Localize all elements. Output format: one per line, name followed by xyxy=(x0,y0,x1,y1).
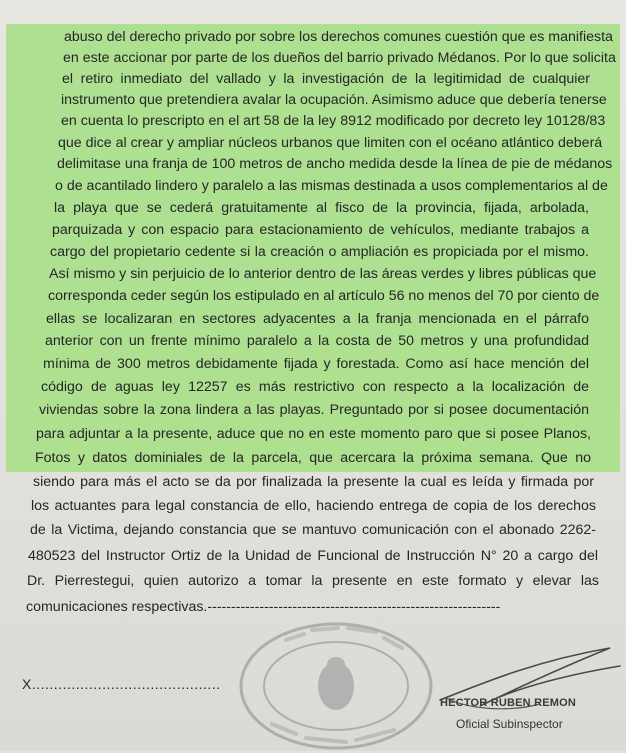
text-line: para adjuntar a la presente, aduce que no en este momento paro que si posee Planos, xyxy=(36,426,591,442)
text-line: mínima de 300 metros debidamente fijada y forestada. Como así hace mención del xyxy=(43,356,589,372)
text-line: de la Victima, dejando constancia que se mantuvo comunicación con el abonado 2262- xyxy=(30,522,596,538)
text-line: cargo del propietario cedente si la creación o ampliación es propiciada por el mismo. xyxy=(50,244,589,260)
text-line: comunicaciones respectivas.-------------------------------------------------------------- xyxy=(26,599,501,615)
text-line: instrumento que pretendiera avalar la ocupación. Asimismo aduce que debería tenerse xyxy=(61,92,607,108)
signature-x-line: X........................................... xyxy=(22,676,221,692)
official-stamp xyxy=(226,608,446,753)
text-line: Dr. Pierrestegui, quien autorizo a tomar la presente en este formato y elevar las xyxy=(27,573,599,589)
text-line: Fotos y datos dominiales de la parcela, que acercara la próxima semana. Que no xyxy=(35,450,591,466)
text-line: el retiro inmediato del vallado y la investigación de la legitimidad de cualquier xyxy=(62,71,590,87)
text-line: la playa que se cederá gratuitamente al fisco de la provincia, fijada, arbolada, xyxy=(54,200,589,216)
text-line: código de aguas ley 12257 es más restrictivo con respecto a la localización de xyxy=(41,379,589,395)
text-line: corresponda ceder según los estipulado en al artículo 56 no menos del 70 por ciento de xyxy=(48,288,600,304)
text-line: o de acantilado lindero y paralelo a las mismas destinada a usos complementarios al de xyxy=(55,178,608,194)
signer-title: Oficial Subinspector xyxy=(456,717,563,731)
text-line: delimitase una franja de 100 metros de ancho medida desde la línea de pie de médanos xyxy=(57,156,613,172)
text-line: siendo para más el acto se da por finalizada la presente la cual es leída y firmada por xyxy=(33,474,594,490)
text-line: viviendas sobre la zona lindera a las playas. Preguntado por si posee documentación xyxy=(39,402,589,418)
text-line: parquizada y con espacio para estacionamiento de vehículos, mediante trabajos a xyxy=(52,222,589,238)
text-line: en cuenta lo prescripto en el art 58 de la ley 8912 modificado por decreto ley 10128/83 xyxy=(61,113,606,129)
text-line: abuso del derecho privado por sobre los derechos comunes cuestión que es manifiesta xyxy=(64,29,613,45)
text-line: que dice al crear y ampliar núcleos urbanos que limiten con el océano atlántico deberá xyxy=(58,135,603,151)
text-line: Así mismo y sin perjuicio de lo anterior dentro de las áreas verdes y libres públicas que xyxy=(49,266,597,282)
signer-name: HECTOR RUBEN REMON xyxy=(440,697,577,709)
text-line: 480523 del Instructor Ortiz de la Unidad de Funcional de Instrucción N° 20 a cargo del xyxy=(28,548,598,564)
text-line: en este accionar por parte de los dueños del barrio privado Médanos. Por lo que solicita xyxy=(63,50,616,66)
text-line: anterior con un frente mínimo paralelo a la costa de 50 metros y una profundidad xyxy=(45,333,589,349)
text-line: ellas se localizaran en sectores adyacentes a la franja mencionada en el párrafo xyxy=(46,311,589,327)
text-line: los actuantes para legal constancia de ello, haciendo entrega de copia de los derechos xyxy=(31,498,596,514)
